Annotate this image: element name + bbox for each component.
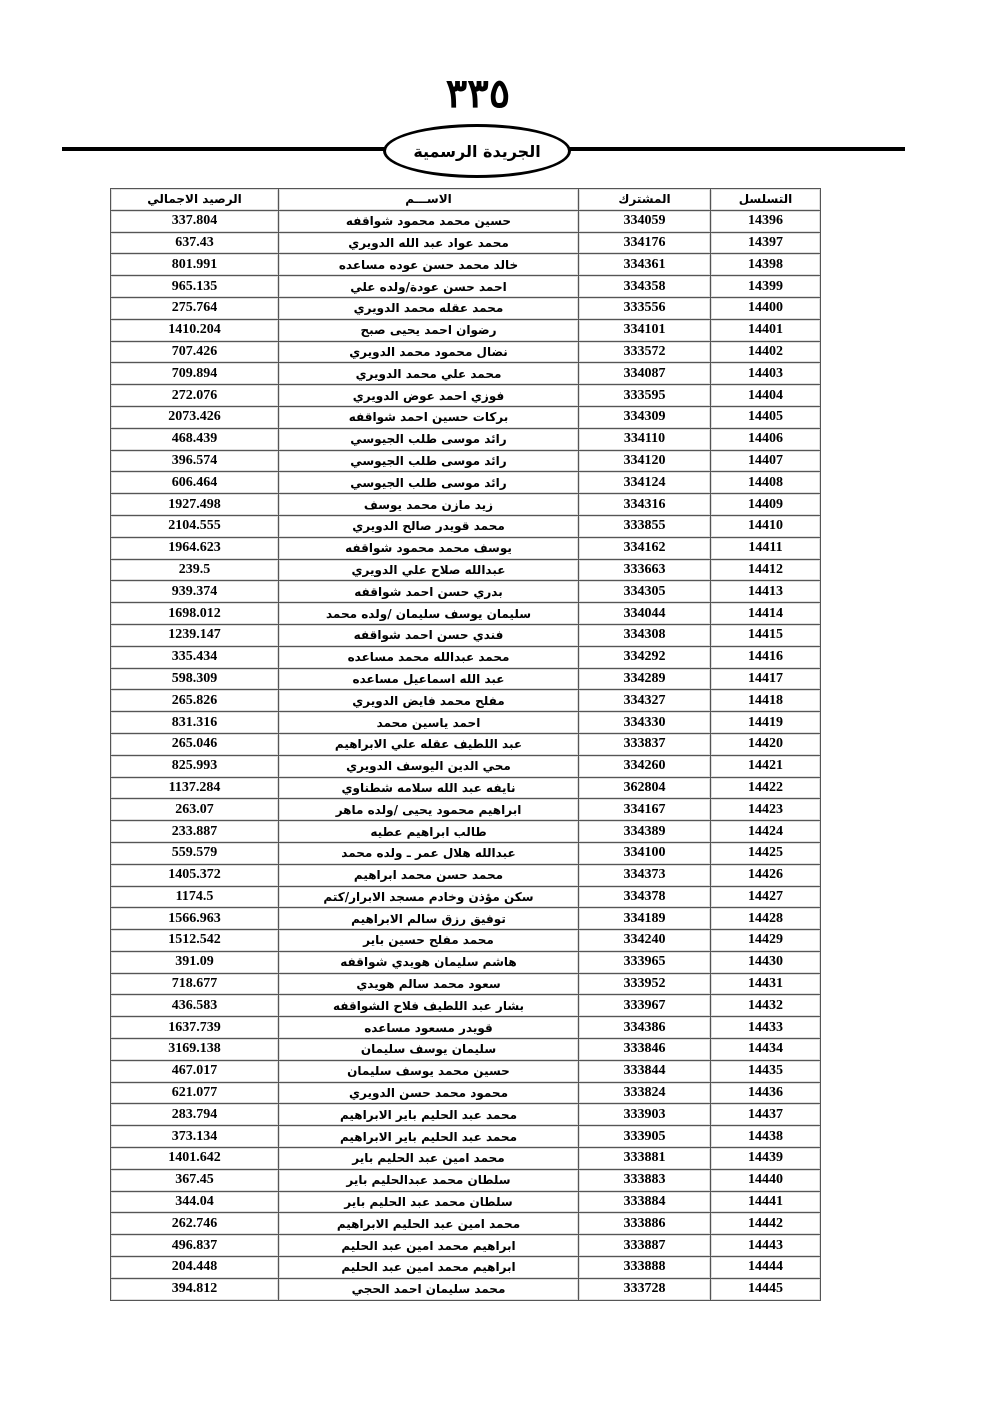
serial-cell: 14398 [711,254,821,276]
serial-cell: 14418 [711,690,821,712]
table-row [111,1278,821,1300]
table-row [111,755,821,777]
serial-cell: 14407 [711,450,821,472]
subscriber-cell: 333728 [579,1278,711,1300]
table-row [111,1213,821,1235]
balance-cell: 1637.739 [111,1017,279,1039]
balance-cell: 831.316 [111,712,279,734]
name-cell: يوسف محمد محمود شواقفه [279,537,579,559]
subscriber-cell: 334189 [579,908,711,930]
balance-cell: 275.764 [111,297,279,319]
subscriber-cell: 333887 [579,1235,711,1257]
table-row [111,646,821,668]
balance-cell: 239.5 [111,559,279,581]
balance-cell: 1174.5 [111,886,279,908]
table-row [111,428,821,450]
table-row [111,537,821,559]
balance-cell: 468.439 [111,428,279,450]
name-cell: ابراهيم محمد امين عبد الحليم [279,1257,579,1279]
name-cell: محمد عبد الحليم باير الابراهيم [279,1126,579,1148]
serial-cell: 14412 [711,559,821,581]
name-cell: فوزي احمد عوض الدويري [279,385,579,407]
serial-cell: 14432 [711,995,821,1017]
table-row [111,581,821,603]
balance-cell: 825.993 [111,755,279,777]
subscriber-cell: 333888 [579,1257,711,1279]
serial-cell: 14426 [711,864,821,886]
subscriber-cell: 334240 [579,930,711,952]
table-row [111,385,821,407]
serial-cell: 14416 [711,646,821,668]
table-row [111,319,821,341]
serial-cell: 14402 [711,341,821,363]
balance-cell: 1698.012 [111,603,279,625]
table-row [111,624,821,646]
subscribers-table [110,188,821,1301]
name-cell: سكن مؤذن وخادم مسجد الابرار/كتم [279,886,579,908]
table-row [111,777,821,799]
serial-cell: 14434 [711,1039,821,1061]
subscriber-cell: 334386 [579,1017,711,1039]
serial-cell: 14415 [711,624,821,646]
table-header-row [111,189,821,211]
name-cell: محمد امين عبد الحليم باير [279,1148,579,1170]
serial-cell: 14441 [711,1191,821,1213]
name-cell: قويدر مسعود مساعده [279,1017,579,1039]
serial-cell: 14427 [711,886,821,908]
serial-cell: 14400 [711,297,821,319]
name-cell: رائد موسى طلب الجيوسي [279,428,579,450]
balance-cell: 265.826 [111,690,279,712]
balance-cell: 396.574 [111,450,279,472]
serial-cell: 14436 [711,1082,821,1104]
table-row [111,494,821,516]
serial-cell: 14433 [711,1017,821,1039]
table-row [111,690,821,712]
table-row [111,821,821,843]
name-cell: نايفه عبد الله سلامه شطناوي [279,777,579,799]
serial-cell: 14425 [711,842,821,864]
balance-cell: 1566.963 [111,908,279,930]
table-row [111,1104,821,1126]
balance-cell: 337.804 [111,210,279,232]
balance-cell: 1137.284 [111,777,279,799]
balance-cell: 283.794 [111,1104,279,1126]
serial-cell: 14419 [711,712,821,734]
table-row [111,254,821,276]
serial-cell: 14401 [711,319,821,341]
table-row [111,1017,821,1039]
balance-cell: 265.046 [111,733,279,755]
subscriber-cell: 334120 [579,450,711,472]
balance-cell: 344.04 [111,1191,279,1213]
page-number: ٣٣٥ [445,70,511,117]
table-row [111,930,821,952]
serial-cell: 14438 [711,1126,821,1148]
subscriber-cell: 334101 [579,319,711,341]
table-row [111,603,821,625]
name-cell: عبدالله هلال عمر ـ ولده محمد [279,842,579,864]
balance-cell: 606.464 [111,472,279,494]
table-row [111,1191,821,1213]
subscriber-cell: 334327 [579,690,711,712]
subscriber-cell: 334260 [579,755,711,777]
subscriber-cell: 334124 [579,472,711,494]
table-row [111,363,821,385]
name-cell: بشار عبد اللطيف فلاح الشواقفه [279,995,579,1017]
balance-cell: 263.07 [111,799,279,821]
subscriber-cell: 334044 [579,603,711,625]
name-cell: زيد مازن محمد يوسف [279,494,579,516]
balance-cell: 1405.372 [111,864,279,886]
name-cell: محمد مفلح حسين باير [279,930,579,952]
serial-cell: 14423 [711,799,821,821]
table-row [111,1039,821,1061]
name-cell: رضوان احمد يحيى صبح [279,319,579,341]
serial-cell: 14408 [711,472,821,494]
name-cell: بركات حسين احمد شواقفه [279,406,579,428]
name-cell: احمد ياسين محمد [279,712,579,734]
subscriber-cell: 334378 [579,886,711,908]
name-cell: محمد عقله محمد الدويري [279,297,579,319]
subscriber-cell: 333952 [579,973,711,995]
name-cell: فندي حسن احمد شواقفه [279,624,579,646]
serial-cell: 14435 [711,1060,821,1082]
balance-cell: 373.134 [111,1126,279,1148]
balance-cell: 621.077 [111,1082,279,1104]
table-row [111,733,821,755]
balance-cell: 394.812 [111,1278,279,1300]
name-cell: محي الدين اليوسف الدويري [279,755,579,777]
column-header-serial: التسلسل [711,189,821,211]
name-cell: عبد اللطيف عقله علي الابراهيم [279,733,579,755]
serial-cell: 14417 [711,668,821,690]
serial-cell: 14409 [711,494,821,516]
name-cell: محمود محمد حسن الدويري [279,1082,579,1104]
name-cell: محمد عبدالله محمد مساعده [279,646,579,668]
name-cell: محمد قويدر صالح الدويري [279,515,579,537]
table-row [111,712,821,734]
name-cell: محمد حسن محمد ابراهيم [279,864,579,886]
balance-cell: 1239.147 [111,624,279,646]
subscriber-cell: 362804 [579,777,711,799]
serial-cell: 14424 [711,821,821,843]
subscriber-cell: 333837 [579,733,711,755]
subscriber-cell: 334176 [579,232,711,254]
subscriber-cell: 333905 [579,1126,711,1148]
balance-cell: 3169.138 [111,1039,279,1061]
name-cell: حسين محمد محمود شواقفه [279,210,579,232]
publication-title: الجريدة الرسمية [413,141,541,161]
name-cell: سعود محمد سالم هويدي [279,973,579,995]
name-cell: محمد سليمان احمد الحجي [279,1278,579,1300]
table-row [111,1169,821,1191]
subscriber-cell: 334059 [579,210,711,232]
balance-cell: 233.887 [111,821,279,843]
table-row [111,515,821,537]
table-row [111,668,821,690]
serial-cell: 14410 [711,515,821,537]
name-cell: توفيق رزق سالم الابراهيم [279,908,579,930]
table-row [111,951,821,973]
subscriber-cell: 333883 [579,1169,711,1191]
subscriber-cell: 334162 [579,537,711,559]
name-cell: سلطان محمد عبد الحليم باير [279,1191,579,1213]
table-row [111,450,821,472]
table-row [111,406,821,428]
serial-cell: 14420 [711,733,821,755]
table-row [111,341,821,363]
serial-cell: 14405 [711,406,821,428]
table-row [111,864,821,886]
serial-cell: 14428 [711,908,821,930]
serial-cell: 14414 [711,603,821,625]
subscriber-cell: 334087 [579,363,711,385]
subscriber-cell: 334309 [579,406,711,428]
balance-cell: 1964.623 [111,537,279,559]
serial-cell: 14445 [711,1278,821,1300]
subscriber-cell: 333556 [579,297,711,319]
name-cell: محمد عبد الحليم باير الابراهيم [279,1104,579,1126]
table-row [111,210,821,232]
serial-cell: 14439 [711,1148,821,1170]
subscriber-cell: 333855 [579,515,711,537]
subscriber-cell: 334292 [579,646,711,668]
serial-cell: 14403 [711,363,821,385]
name-cell: ابراهيم محمود يحيى /ولده ماهر [279,799,579,821]
serial-cell: 14440 [711,1169,821,1191]
balance-cell: 801.991 [111,254,279,276]
serial-cell: 14431 [711,973,821,995]
subscriber-cell: 333967 [579,995,711,1017]
name-cell: رائد موسى طلب الجيوسي [279,450,579,472]
subscriber-cell: 333595 [579,385,711,407]
serial-cell: 14413 [711,581,821,603]
serial-cell: 14421 [711,755,821,777]
serial-cell: 14430 [711,951,821,973]
serial-cell: 14429 [711,930,821,952]
column-header-subscriber: المشترك [579,189,711,211]
serial-cell: 14404 [711,385,821,407]
table-row [111,559,821,581]
table-row [111,886,821,908]
name-cell: هاشم سليمان هويدي شواقفه [279,951,579,973]
publication-title-oval [383,124,571,178]
serial-cell: 14406 [711,428,821,450]
name-cell: محمد عواد عبد الله الدويري [279,232,579,254]
table-row [111,1060,821,1082]
name-cell: طالب ابراهيم عطيه [279,821,579,843]
table-row [111,472,821,494]
balance-cell: 496.837 [111,1235,279,1257]
subscriber-cell: 333884 [579,1191,711,1213]
serial-cell: 14396 [711,210,821,232]
balance-cell: 272.076 [111,385,279,407]
subscriber-cell: 334358 [579,276,711,298]
name-cell: احمد حسن عودة/ولده علي [279,276,579,298]
table-row [111,1235,821,1257]
subscriber-cell: 333886 [579,1213,711,1235]
balance-cell: 965.135 [111,276,279,298]
balance-cell: 939.374 [111,581,279,603]
table-row [111,799,821,821]
serial-cell: 14442 [711,1213,821,1235]
serial-cell: 14411 [711,537,821,559]
balance-cell: 436.583 [111,995,279,1017]
subscriber-cell: 333572 [579,341,711,363]
subscriber-cell: 334100 [579,842,711,864]
balance-cell: 1512.542 [111,930,279,952]
subscriber-cell: 334110 [579,428,711,450]
name-cell: خالد محمد حسن عوده مساعده [279,254,579,276]
balance-cell: 1401.642 [111,1148,279,1170]
subscriber-cell: 333846 [579,1039,711,1061]
balance-cell: 718.677 [111,973,279,995]
balance-cell: 262.746 [111,1213,279,1235]
serial-cell: 14422 [711,777,821,799]
name-cell: بدري حسن احمد شواقفه [279,581,579,603]
name-cell: محمد امين عبد الحليم الابراهيم [279,1213,579,1235]
table-row [111,973,821,995]
balance-cell: 204.448 [111,1257,279,1279]
name-cell: رائد موسى طلب الجيوسي [279,472,579,494]
balance-cell: 2104.555 [111,515,279,537]
subscriber-cell: 334308 [579,624,711,646]
serial-cell: 14399 [711,276,821,298]
subscriber-cell: 333903 [579,1104,711,1126]
subscriber-cell: 334373 [579,864,711,886]
balance-cell: 1410.204 [111,319,279,341]
balance-cell: 391.09 [111,951,279,973]
table-row [111,1082,821,1104]
table-row [111,1126,821,1148]
balance-cell: 707.426 [111,341,279,363]
balance-cell: 367.45 [111,1169,279,1191]
balance-cell: 598.309 [111,668,279,690]
balance-cell: 2073.426 [111,406,279,428]
column-header-name: الاســـم [279,189,579,211]
table-row [111,908,821,930]
table-row [111,1148,821,1170]
serial-cell: 14443 [711,1235,821,1257]
name-cell: مفلح محمد فايض الدويري [279,690,579,712]
name-cell: نضال محمود محمد الدويري [279,341,579,363]
balance-cell: 559.579 [111,842,279,864]
name-cell: سليمان يوسف سليمان /ولده محمد [279,603,579,625]
table-row [111,276,821,298]
subscriber-cell: 333881 [579,1148,711,1170]
name-cell: سلطان محمد عبدالحليم باير [279,1169,579,1191]
serial-cell: 14397 [711,232,821,254]
table-row [111,297,821,319]
subscriber-cell: 334389 [579,821,711,843]
name-cell: حسين محمد يوسف سليمان [279,1060,579,1082]
table-row [111,995,821,1017]
subscriber-cell: 334316 [579,494,711,516]
name-cell: ابراهيم محمد امين عبد الحليم [279,1235,579,1257]
table-row [111,232,821,254]
balance-cell: 467.017 [111,1060,279,1082]
subscriber-cell: 334289 [579,668,711,690]
balance-cell: 335.434 [111,646,279,668]
subscriber-cell: 333663 [579,559,711,581]
balance-cell: 1927.498 [111,494,279,516]
subscriber-cell: 333844 [579,1060,711,1082]
table-row [111,1257,821,1279]
name-cell: محمد علي محمد الدويري [279,363,579,385]
serial-cell: 14444 [711,1257,821,1279]
name-cell: عبد الله اسماعيل مساعده [279,668,579,690]
subscriber-cell: 334305 [579,581,711,603]
column-header-balance: الرصيد الاجمالي [111,189,279,211]
subscriber-cell: 333824 [579,1082,711,1104]
balance-cell: 637.43 [111,232,279,254]
balance-cell: 709.894 [111,363,279,385]
subscriber-cell: 334361 [579,254,711,276]
subscriber-cell: 333965 [579,951,711,973]
subscriber-cell: 334330 [579,712,711,734]
name-cell: سليمان يوسف سليمان [279,1039,579,1061]
table-row [111,842,821,864]
serial-cell: 14437 [711,1104,821,1126]
name-cell: عبدالله صلاح علي الدويري [279,559,579,581]
subscriber-cell: 334167 [579,799,711,821]
